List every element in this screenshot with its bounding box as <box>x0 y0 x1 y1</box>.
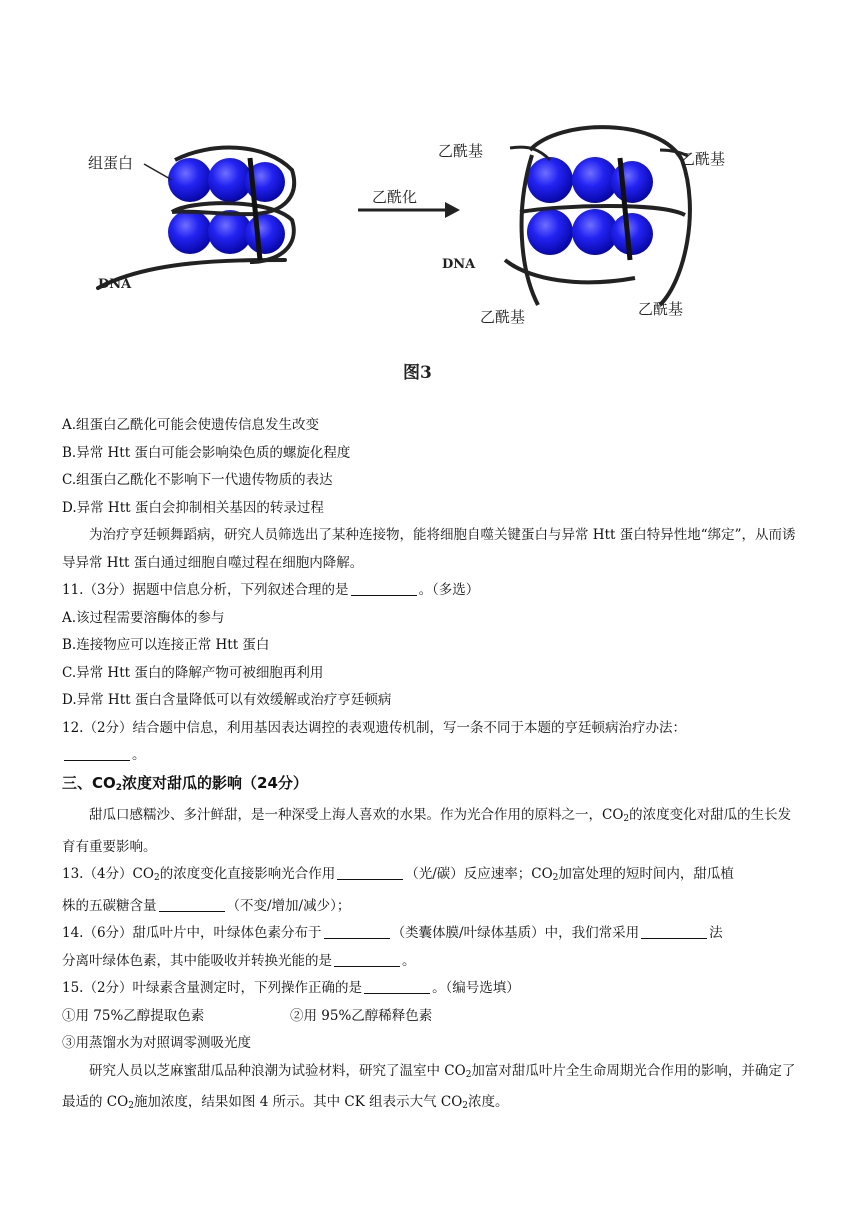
q15-option-1: ①用 75%乙醇提取色素 <box>62 1007 205 1024</box>
right-nucleosome <box>505 127 690 305</box>
q12-answer-blank[interactable] <box>64 746 130 761</box>
melon-intro-paragraph: 甜瓜口感糯沙、多汁鲜甜，是一种深受上海人喜欢的水果。作为光合作用的原料之一，$CO_2$的浓度变化对甜瓜的生长发育有重要影响。 <box>62 807 792 855</box>
q13-line-2: 株的五碳糖含量 （不变/增加/减少）； <box>62 897 351 914</box>
left-dna-label: DNA <box>98 277 132 292</box>
q11-option-a: A.该过程需要溶酶体的参与 <box>62 609 225 626</box>
q10-option-c: C.组蛋白乙酰化不影响下一代遗传物质的表达 <box>62 472 333 488</box>
q10-option-a: A.组蛋白乙酰化可能会使遗传信息发生改变 <box>62 417 320 433</box>
acetyl-label-top-right: 乙酰基 <box>680 150 726 168</box>
q11-answer-blank[interactable] <box>351 581 417 596</box>
q11-option-b: B.连接物应可以连接正常 Htt 蛋白 <box>62 637 270 653</box>
intro-paragraph: 为治疗亨廷顿舞蹈病，研究人员筛选出了某种连接物，能将细胞自噬关键蛋白与异常 Htt 蛋白特异性地“绑定”，从而诱导异常 Htt 蛋白通过细胞自噬过程在细胞内降解。 <box>62 527 796 571</box>
q10-option-d: D.异常 Htt 蛋白会抑制相关基因的转录过程 <box>62 499 324 516</box>
q14-blank-1[interactable] <box>324 924 390 939</box>
histone-label: 组蛋白 <box>88 154 134 172</box>
q12-answer-line: 。 <box>62 742 802 770</box>
q15-option-3: ③用蒸馏水为对照调零测吸光度 <box>62 1035 251 1051</box>
q10-option-b: B.异常 Htt 蛋白可能会影响染色质的螺旋化程度 <box>62 444 351 461</box>
q13-blank-1[interactable] <box>337 865 403 880</box>
acetyl-label-bottom-right: 乙酰基 <box>638 300 684 318</box>
q12-stem: 12.（2分）结合题中信息，利用基因表达调控的表观遗传机制，写一条不同于本题的亨廷顿病治疗办法： <box>62 719 687 736</box>
q13-line-1: 13.（4分）$CO_2$的浓度变化直接影响光合作用 （光/碳）反应速率；$CO_2$加富处理的短时间内，甜瓜植 <box>62 866 734 883</box>
q11-option-d: D.异常 Htt 蛋白含量降低可以有效缓解或治疗亨廷顿病 <box>62 692 392 708</box>
q14-line-2: 分离叶绿体色素，其中能吸收并转换光能的是 。 <box>62 952 416 969</box>
section-3-title: 三、$CO_2$浓度对甜瓜的影响（24分） <box>62 773 308 793</box>
q14-blank-2[interactable] <box>641 924 707 939</box>
experiment-paragraph: 研究人员以芝麻蜜甜瓜品种浪潮为试验材料，研究了温室中 $CO_2$加富对甜瓜叶片全生命周期光合作用的影响，并确定了最适的 $CO_2$施加浓度，结果如图 4 所示。其中 CK 组表示大气 $CO_2$浓度。 <box>62 1062 796 1111</box>
q15-blank[interactable] <box>364 979 430 994</box>
q11-stem: 11.（3分）据题中信息分析，下列叙述合理的是 。（多选） <box>62 582 480 598</box>
acetylation-arrow-label: 乙酰化 <box>372 188 418 206</box>
q11-option-c: C.异常 Htt 蛋白的降解产物可被细胞再利用 <box>62 664 324 681</box>
figure-3 <box>60 120 820 390</box>
q14-blank-3[interactable] <box>334 952 400 967</box>
q14-line-1: 14.（6分）甜瓜叶片中，叶绿体色素分布于 （类囊体膜/叶绿体基质）中，我们常采用 法 <box>62 925 723 941</box>
question-text <box>62 412 802 1121</box>
q15-option-2: ②用 95%乙醇稀释色素 <box>290 1007 433 1024</box>
acetyl-label-top-left: 乙酰基 <box>438 142 484 160</box>
q15-stem: 15.（2分）叶绿素含量测定时，下列操作正确的是 。（编号选填） <box>62 980 520 996</box>
nucleosome-acetylation-diagram <box>60 120 820 390</box>
right-dna-label: DNA <box>442 257 476 272</box>
acetyl-label-bottom-left: 乙酰基 <box>480 308 526 326</box>
arrow-head-icon <box>445 202 460 218</box>
q13-blank-2[interactable] <box>159 897 225 912</box>
q15-options-row <box>62 1003 802 1031</box>
figure-caption: 图3 <box>403 363 432 383</box>
